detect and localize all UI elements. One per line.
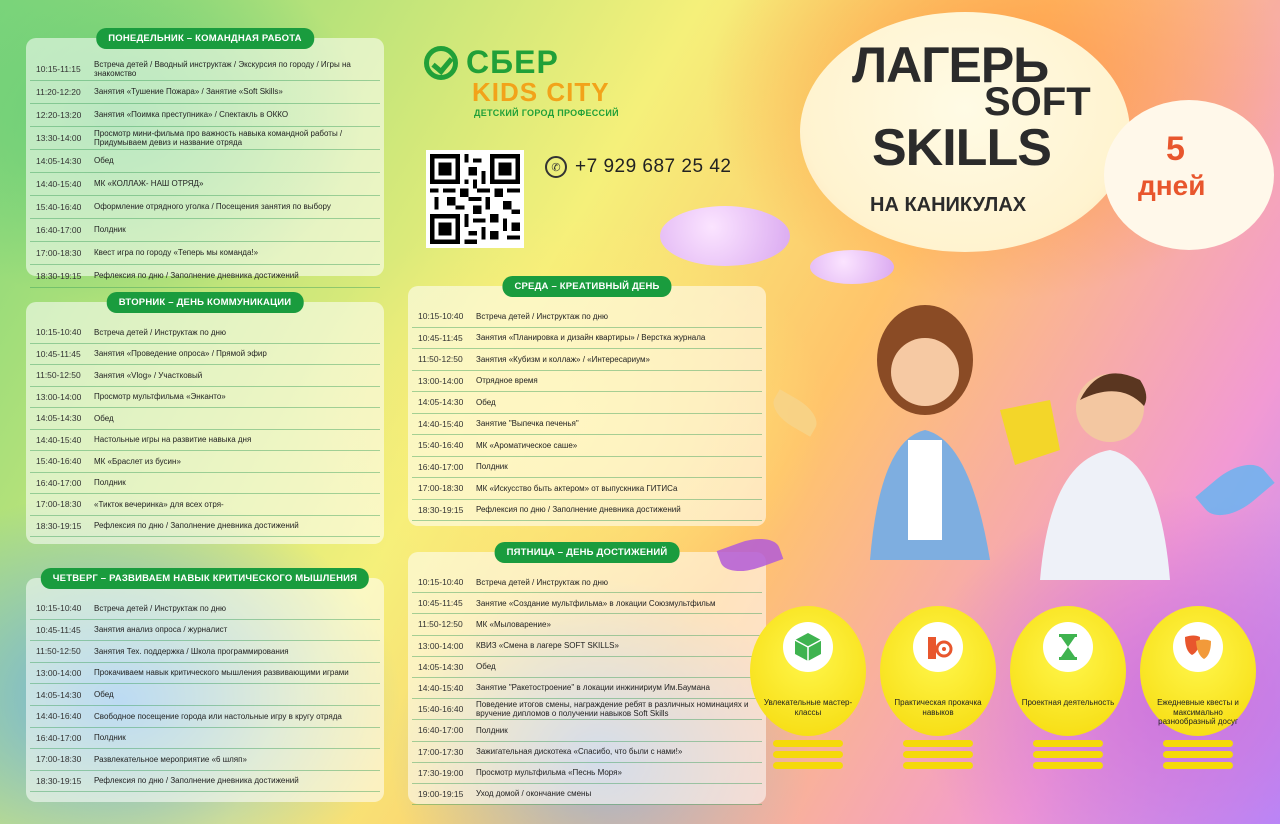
- schedule-row: [412, 392, 762, 414]
- schedule-activity: КВИЗ «Смена в лагере SOFT SKILLS»: [476, 641, 619, 651]
- schedule-time: 18:30-19:15: [36, 520, 82, 531]
- schedule-activity: Занятие "Ракетостроение" в локации инжинириум Им.Баумана: [476, 683, 710, 693]
- schedule-row: [30, 344, 380, 366]
- schedule-time: 17:30-19:00: [418, 767, 464, 778]
- tuesday-title: ВТОРНИК – ДЕНЬ КОММУНИКАЦИИ: [107, 292, 304, 313]
- schedule-activity: Уход домой / окончание смены: [476, 789, 592, 799]
- tools-icon: [913, 622, 963, 672]
- schedule-row: [30, 81, 380, 104]
- schedule-activity: Полдник: [476, 725, 508, 735]
- schedule-time: 15:40-16:40: [418, 704, 464, 715]
- schedule-row: [30, 451, 380, 473]
- schedule-activity: Занятия Тех. поддержка / Школа программирования: [94, 646, 289, 656]
- whatsapp-icon: ✆: [545, 156, 567, 178]
- schedule-row: [30, 494, 380, 516]
- schedule-row: [412, 678, 762, 699]
- schedule-time: 11:50-12:50: [36, 646, 81, 657]
- schedule-activity: Просмотр мини-фильма про важность навыка командной работы / Придумываем девиз и название отряда: [94, 128, 343, 147]
- schedule-row: [412, 699, 762, 720]
- schedule-time: 14:05-14:30: [36, 413, 82, 424]
- schedule-row: [412, 328, 762, 350]
- schedule-time: 19:00-19:15: [418, 788, 464, 799]
- title-subtitle: НА КАНИКУЛАХ: [870, 194, 1027, 216]
- schedule-time: 14:05-14:30: [418, 661, 464, 672]
- schedule-activity: Занятия «Проведение опроса» / Прямой эфир: [94, 349, 267, 359]
- schedule-time: 16:40-17:00: [36, 477, 82, 488]
- schedule-row: [30, 663, 380, 685]
- wednesday-schedule: [412, 306, 762, 521]
- schedule-activity: МК «Искусство быть актером» от выпускника ГИТИСа: [476, 483, 678, 493]
- monday-title: ПОНЕДЕЛЬНИК – КОМАНДНАЯ РАБОТА: [96, 28, 314, 49]
- schedule-activity: Занятие "Выпечка печенья": [476, 419, 579, 429]
- schedule-row: [30, 265, 380, 288]
- schedule-row: [412, 657, 762, 678]
- bulb-label: Проектная деятельность: [1021, 698, 1115, 707]
- schedule-activity: Обед: [94, 156, 114, 166]
- schedule-activity: Встреча детей / Вводный инструктаж / Экскурсия по городу / Игры на знакомство: [94, 59, 351, 78]
- schedule-activity: Развлекательное мероприятие «6 шляп»: [94, 754, 247, 764]
- schedule-time: 17:00-17:30: [418, 746, 464, 757]
- qr-code[interactable]: [426, 150, 524, 248]
- schedule-activity: Свободное посещение города или настольные игру в кругу отряда: [94, 711, 342, 721]
- schedule-time: 14:40-16:40: [36, 711, 82, 722]
- children-photo: [840, 300, 1170, 580]
- schedule-time: 17:00-18:30: [36, 248, 82, 258]
- leaf-decoration: [767, 389, 823, 437]
- schedule-time: 11:50-12:50: [418, 354, 463, 365]
- schedule-row: [30, 219, 380, 242]
- schedule-time: 14:40-15:40: [36, 179, 82, 189]
- schedule-row: [412, 784, 762, 805]
- bulb-label: Ежедневные квесты и максимально разнообразный досуг: [1157, 698, 1239, 727]
- schedule-time: 10:45-11:45: [36, 348, 81, 359]
- schedule-row: [30, 242, 380, 265]
- schedule-row: [30, 620, 380, 642]
- checkmark-icon: [424, 46, 458, 80]
- schedule-time: 14:40-15:40: [36, 434, 82, 445]
- schedule-row: [30, 104, 380, 127]
- bulb-label: Практическая прокачка навыков: [894, 698, 982, 717]
- schedule-activity: Обед: [94, 413, 114, 423]
- schedule-time: 14:40-15:40: [418, 683, 464, 694]
- schedule-row: [412, 435, 762, 457]
- logo-kids-city: KIDS CITY: [472, 77, 610, 107]
- wednesday-panel: [408, 281, 766, 526]
- schedule-row: [30, 598, 380, 620]
- thursday-title: ЧЕТВЕРГ – РАЗВИВАЕМ НАВЫК КРИТИЧЕСКОГО МЫШЛЕНИЯ: [41, 568, 369, 589]
- feature-bulb-2: [880, 606, 996, 769]
- schedule-row: [412, 478, 762, 500]
- schedule-activity: МК «Мыловарение»: [476, 619, 551, 629]
- schedule-time: 14:05-14:30: [418, 397, 464, 408]
- schedule-row: [30, 771, 380, 793]
- schedule-activity: Рефлексия по дню / Заполнение дневника достижений: [94, 521, 299, 531]
- schedule-time: 10:15-10:40: [418, 577, 464, 588]
- schedule-activity: Встреча детей / Инструктаж по дню: [476, 311, 608, 321]
- schedule-row: [412, 636, 762, 657]
- bulb-label: Увлекательные мастер-классы: [763, 698, 853, 717]
- schedule-time: 16:40-17:00: [36, 225, 82, 235]
- schedule-activity: Полдник: [94, 733, 126, 743]
- thursday-schedule: [30, 598, 380, 792]
- schedule-time: 14:40-15:40: [418, 418, 464, 429]
- schedule-time: 11:20-12:20: [36, 87, 81, 97]
- phone-contact[interactable]: [545, 156, 731, 178]
- schedule-row: [412, 593, 762, 614]
- wednesday-title: СРЕДА – КРЕАТИВНЫЙ ДЕНЬ: [502, 276, 671, 297]
- schedule-activity: Занятия «Планировка и дизайн квартиры» / Верстка журнала: [476, 333, 706, 343]
- schedule-row: [412, 572, 762, 593]
- leaf-decoration: [1195, 452, 1274, 528]
- schedule-activity: «Тикток вечеринка» для всех отря-: [94, 499, 224, 509]
- schedule-time: 10:45-11:45: [36, 624, 81, 635]
- schedule-activity: Квест игра по городу «Теперь мы команда!»: [94, 248, 259, 258]
- schedule-time: 11:50-12:50: [418, 619, 463, 630]
- title-line-2: SOFT: [984, 80, 1091, 124]
- schedule-activity: Занятие «Создание мультфильма» в локации Союзмультфильм: [476, 598, 716, 608]
- schedule-activity: Занятия «Поимка преступника» / Спектакль в ОККО: [94, 110, 289, 120]
- schedule-row: [30, 516, 380, 538]
- schedule-time: 14:05-14:30: [36, 156, 82, 166]
- schedule-row: [30, 728, 380, 750]
- schedule-row: [412, 614, 762, 635]
- schedule-time: 13:00-14:00: [36, 668, 82, 679]
- schedule-activity: МК «Ароматическое саше»: [476, 440, 578, 450]
- sber-kids-city-logo: [424, 44, 619, 118]
- schedule-time: 11:50-12:50: [36, 370, 81, 381]
- schedule-row: [412, 306, 762, 328]
- schedule-activity: Поведение итогов смены, награждение ребят в различных номинациях и вручение дипломов о получении навыков Soft Skills: [476, 700, 749, 719]
- title-line-1: ЛАГЕРЬ: [852, 37, 1049, 93]
- schedule-row: [30, 408, 380, 430]
- tuesday-panel: [26, 297, 384, 544]
- schedule-activity: Обед: [476, 662, 496, 672]
- schedule-time: 16:40-17:00: [36, 732, 82, 743]
- schedule-row: [30, 196, 380, 219]
- schedule-activity: Просмотр мультфильма «Песнь Моря»: [476, 768, 622, 778]
- cloud-decoration: [810, 250, 894, 284]
- schedule-row: [30, 749, 380, 771]
- schedule-time: 13:00-14:00: [36, 391, 82, 402]
- schedule-time: 13:30-14:00: [36, 133, 82, 143]
- schedule-row: [30, 473, 380, 495]
- schedule-time: 16:40-17:00: [418, 461, 464, 472]
- schedule-activity: Встреча детей / Инструктаж по дню: [476, 577, 608, 587]
- schedule-activity: Полдник: [476, 462, 508, 472]
- schedule-activity: Настольные игры на развитие навыка дня: [94, 435, 252, 445]
- schedule-activity: Полдник: [94, 225, 126, 235]
- schedule-row: [412, 457, 762, 479]
- feature-bulb-4: [1140, 606, 1256, 769]
- schedule-row: [30, 173, 380, 196]
- schedule-row: [30, 365, 380, 387]
- days-word: дней: [1138, 170, 1206, 201]
- schedule-row: [30, 387, 380, 409]
- logo-subtitle: ДЕТСКИЙ ГОРОД ПРОФЕССИЙ: [474, 108, 619, 118]
- cube-icon: [783, 622, 833, 672]
- schedule-row: [412, 371, 762, 393]
- schedule-row: [412, 720, 762, 741]
- thursday-panel: [26, 573, 384, 802]
- feature-bulb-3: [1010, 606, 1126, 769]
- schedule-time: 10:15-10:40: [36, 603, 82, 614]
- schedule-activity: Зажигательная дискотека «Спасибо, что были с нами!»: [476, 747, 683, 756]
- schedule-activity: Встреча детей / Инструктаж по дню: [94, 603, 226, 613]
- schedule-row: [412, 500, 762, 522]
- schedule-time: 13:00-14:00: [418, 640, 464, 651]
- schedule-activity: Обед: [476, 397, 496, 407]
- schedule-time: 13:00-14:00: [418, 375, 464, 386]
- schedule-row: [412, 763, 762, 784]
- schedule-time: 10:45-11:45: [418, 598, 463, 609]
- schedule-activity: Рефлексия по дню / Заполнение дневника достижений: [476, 505, 681, 515]
- schedule-row: [30, 58, 380, 81]
- phone-number[interactable]: +7 929 687 25 42: [575, 156, 732, 177]
- theater-masks-icon: [1173, 622, 1223, 672]
- schedule-row: [412, 414, 762, 436]
- title-line-3: SKILLS: [872, 119, 1051, 177]
- friday-panel: [408, 547, 766, 804]
- schedule-row: [30, 684, 380, 706]
- schedule-time: 10:15-11:15: [36, 64, 81, 74]
- schedule-activity: Рефлексия по дню / Заполнение дневника достижений: [94, 271, 299, 281]
- schedule-activity: Просмотр мультфильма «Энканто»: [94, 392, 226, 402]
- schedule-activity: Обед: [94, 690, 114, 700]
- schedule-time: 15:40-16:40: [418, 440, 464, 451]
- cloud-decoration: [660, 206, 790, 266]
- schedule-activity: Полдник: [94, 478, 126, 488]
- tuesday-schedule: [30, 322, 380, 537]
- friday-schedule: [412, 572, 762, 805]
- schedule-row: [30, 150, 380, 173]
- schedule-row: [30, 641, 380, 663]
- schedule-activity: Занятия анализ опроса / журналист: [94, 625, 228, 635]
- schedule-activity: МК «Браслет из бусин»: [94, 456, 181, 466]
- hourglass-icon: [1043, 622, 1093, 672]
- schedule-activity: Оформление отрядного уголка / Посещения занятия по выбору: [94, 202, 331, 212]
- schedule-time: 18:30-19:15: [36, 776, 82, 787]
- schedule-row: [30, 706, 380, 728]
- feature-bulb-1: [750, 606, 866, 769]
- friday-title: ПЯТНИЦА – ДЕНЬ ДОСТИЖЕНИЙ: [495, 542, 680, 563]
- schedule-time: 14:05-14:30: [36, 689, 82, 700]
- schedule-activity: Занятия «Кубизм и коллаж» / «Интересариум»: [476, 354, 650, 364]
- schedule-time: 15:40-16:40: [36, 202, 82, 212]
- schedule-time: 17:00-18:30: [36, 499, 82, 510]
- schedule-time: 10:45-11:45: [418, 332, 463, 343]
- schedule-activity: Занятия «Тушение Пожара» / Занятие «Soft Skills»: [94, 87, 283, 97]
- schedule-row: [30, 127, 380, 150]
- days-number: 5: [1166, 130, 1185, 168]
- monday-schedule: [30, 58, 380, 288]
- schedule-time: 17:00-18:30: [36, 754, 82, 765]
- schedule-time: 18:30-19:15: [418, 504, 464, 515]
- schedule-activity: Отрядное время: [476, 376, 538, 386]
- schedule-row: [30, 430, 380, 452]
- schedule-activity: МК «КОЛЛАЖ- НАШ ОТРЯД»: [94, 179, 204, 189]
- schedule-time: 18:30-19:15: [36, 271, 82, 281]
- schedule-activity: Прокачиваем навык критического мышления развивающими играми: [94, 668, 349, 678]
- schedule-row: [412, 349, 762, 371]
- schedule-activity: Занятия «Vlog» / Участковый: [94, 370, 203, 380]
- schedule-time: 15:40-16:40: [36, 456, 82, 467]
- schedule-time: 10:15-10:40: [36, 327, 82, 338]
- schedule-time: 16:40-17:00: [418, 725, 464, 736]
- schedule-activity: Встреча детей / Инструктаж по дню: [94, 327, 226, 337]
- schedule-row: [30, 322, 380, 344]
- schedule-time: 17:00-18:30: [418, 483, 464, 494]
- schedule-activity: Рефлексия по дню / Заполнение дневника достижений: [94, 776, 299, 786]
- schedule-time: 12:20-13:20: [36, 110, 82, 120]
- logo-brand: СБЕР: [466, 44, 559, 80]
- schedule-row: [412, 742, 762, 763]
- monday-panel: [26, 33, 384, 281]
- schedule-time: 10:15-10:40: [418, 311, 464, 322]
